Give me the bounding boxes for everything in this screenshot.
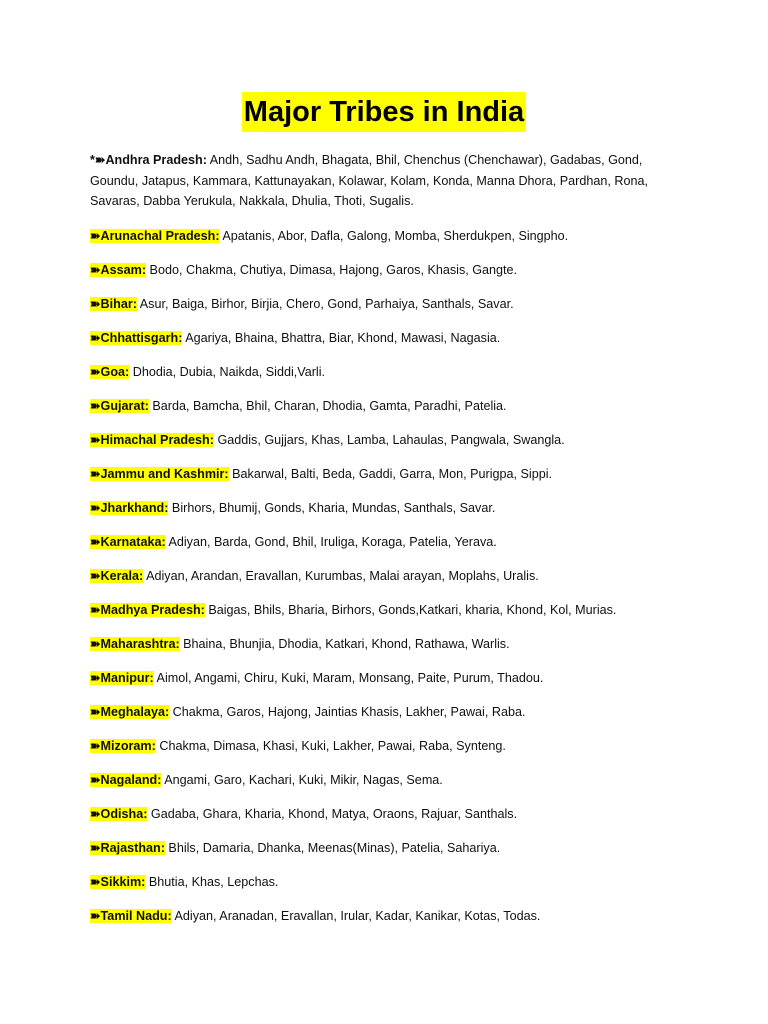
- tribe-names: Bhils, Damaria, Dhanka, Meenas(Minas), Patelia, Sahariya.: [164, 840, 501, 855]
- state-label: ➽Himachal Pradesh:: [90, 432, 214, 447]
- tribe-names: Gaddis, Gujjars, Khas, Lamba, Lahaulas, Pangwala, Swangla.: [213, 432, 565, 447]
- state-label: ➽Madhya Pradesh:: [90, 602, 205, 617]
- state-label: ➽Odisha:: [90, 806, 148, 821]
- state-label: ➽Gujarat:: [90, 398, 149, 413]
- state-entry: [90, 226, 680, 247]
- tribe-names: Bodo, Chakma, Chutiya, Dimasa, Hajong, Garos, Khasis, Gangte.: [146, 262, 518, 277]
- state-entry: [90, 362, 680, 383]
- state-label: ➽Rajasthan:: [90, 840, 165, 855]
- state-entry: [90, 430, 680, 451]
- state-entry: [90, 566, 680, 587]
- state-label: ➽Mizoram:: [90, 738, 156, 753]
- state-entry: [90, 770, 680, 791]
- state-label: ➽Nagaland:: [90, 772, 162, 787]
- state-label: ➽Sikkim:: [90, 874, 146, 889]
- tribe-names: Asur, Baiga, Birhor, Birjia, Chero, Gond, Parhaiya, Santhals, Savar.: [136, 296, 514, 311]
- tribe-names: Bhutia, Khas, Lepchas.: [145, 874, 279, 889]
- tribe-names: Chakma, Garos, Hajong, Jaintias Khasis, Lakher, Pawai, Raba.: [169, 704, 526, 719]
- tribe-names: Barda, Bamcha, Bhil, Charan, Dhodia, Gamta, Paradhi, Patelia.: [148, 398, 507, 413]
- state-entry: [90, 464, 680, 485]
- state-entry: [90, 668, 680, 689]
- state-label: ➽Karnataka:: [90, 534, 166, 549]
- state-label: ➽Tamil Nadu:: [90, 908, 172, 923]
- state-label: ➽Meghalaya:: [90, 704, 170, 719]
- state-label: ➽Kerala:: [90, 568, 144, 583]
- tribe-names: Gadaba, Ghara, Kharia, Khond, Matya, Oraons, Rajuar, Santhals.: [147, 806, 518, 821]
- state-label: ➽Chhattisgarh:: [90, 330, 183, 345]
- state-label: ➽Jammu and Kashmir:: [90, 466, 229, 481]
- page-title: Major Tribes in India: [242, 92, 526, 132]
- tribe-names: Chakma, Dimasa, Khasi, Kuki, Lakher, Pawai, Raba, Synteng.: [155, 738, 506, 753]
- tribe-names: Bhaina, Bhunjia, Dhodia, Katkari, Khond, Rathawa, Warlis.: [179, 636, 510, 651]
- state-label: *➽Andhra Pradesh:: [90, 153, 207, 167]
- state-entry: [90, 736, 680, 757]
- state-label: ➽Jharkhand:: [90, 500, 169, 515]
- state-entry: [90, 838, 680, 859]
- state-label: ➽Manipur:: [90, 670, 154, 685]
- tribe-names: Angami, Garo, Kachari, Kuki, Mikir, Nagas, Sema.: [161, 772, 443, 787]
- state-entry: [90, 260, 680, 281]
- tribe-names: Aimol, Angami, Chiru, Kuki, Maram, Monsang, Paite, Purum, Thadou.: [153, 670, 544, 685]
- state-entry: [90, 294, 680, 315]
- tribe-names: Adiyan, Aranadan, Eravallan, Irular, Kadar, Kanikar, Kotas, Todas.: [171, 908, 541, 923]
- state-entry: [90, 634, 680, 655]
- tribe-names: Adiyan, Barda, Gond, Bhil, Iruliga, Koraga, Patelia, Yerava.: [165, 534, 497, 549]
- state-entry: [90, 532, 680, 553]
- state-entry: [90, 328, 680, 349]
- state-entry: [90, 498, 680, 519]
- tribe-names: Bakarwal, Balti, Beda, Gaddi, Garra, Mon, Purigpa, Sippi.: [228, 466, 553, 481]
- state-entry: [90, 872, 680, 893]
- tribe-names: Agariya, Bhaina, Bhattra, Biar, Khond, Mawasi, Nagasia.: [182, 330, 501, 345]
- state-entry: [90, 150, 680, 212]
- title-wrapper: [0, 92, 768, 132]
- state-label: ➽Goa:: [90, 364, 130, 379]
- tribe-names: Apatanis, Abor, Dafla, Galong, Momba, Sherdukpen, Singpho.: [219, 228, 569, 243]
- tribe-names: Baigas, Bhils, Bharia, Birhors, Gonds,Katkari, kharia, Khond, Kol, Murias.: [204, 602, 617, 617]
- tribe-names: Dhodia, Dubia, Naikda, Siddi,Varli.: [129, 364, 326, 379]
- state-entry: [90, 804, 680, 825]
- state-label: ➽Bihar:: [90, 296, 137, 311]
- state-label: ➽Maharashtra:: [90, 636, 180, 651]
- tribe-names: Birhors, Bhumij, Gonds, Kharia, Mundas, Santhals, Savar.: [168, 500, 496, 515]
- state-entry: [90, 702, 680, 723]
- state-entry: [90, 600, 680, 621]
- tribe-names: Andh, Sadhu Andh, Bhagata, Bhil, Chenchus (Chenchawar), Gadabas, Gond, Goundu, Jatapus, Kammara, Kattunayakan, Kolawar, Kolam, Konda, Manna Dhora, Pardhan, Rona, Savaras, Dabba Yerukula, Nakkala, Dhulia, Thoti, Sugalis.: [90, 153, 648, 208]
- state-label: ➽Assam:: [90, 262, 147, 277]
- state-entry: [90, 396, 680, 417]
- tribe-list: [90, 150, 680, 940]
- state-label: ➽Arunachal Pradesh:: [90, 228, 220, 243]
- state-entry: [90, 906, 680, 927]
- tribe-names: Adiyan, Arandan, Eravallan, Kurumbas, Malai arayan, Moplahs, Uralis.: [143, 568, 539, 583]
